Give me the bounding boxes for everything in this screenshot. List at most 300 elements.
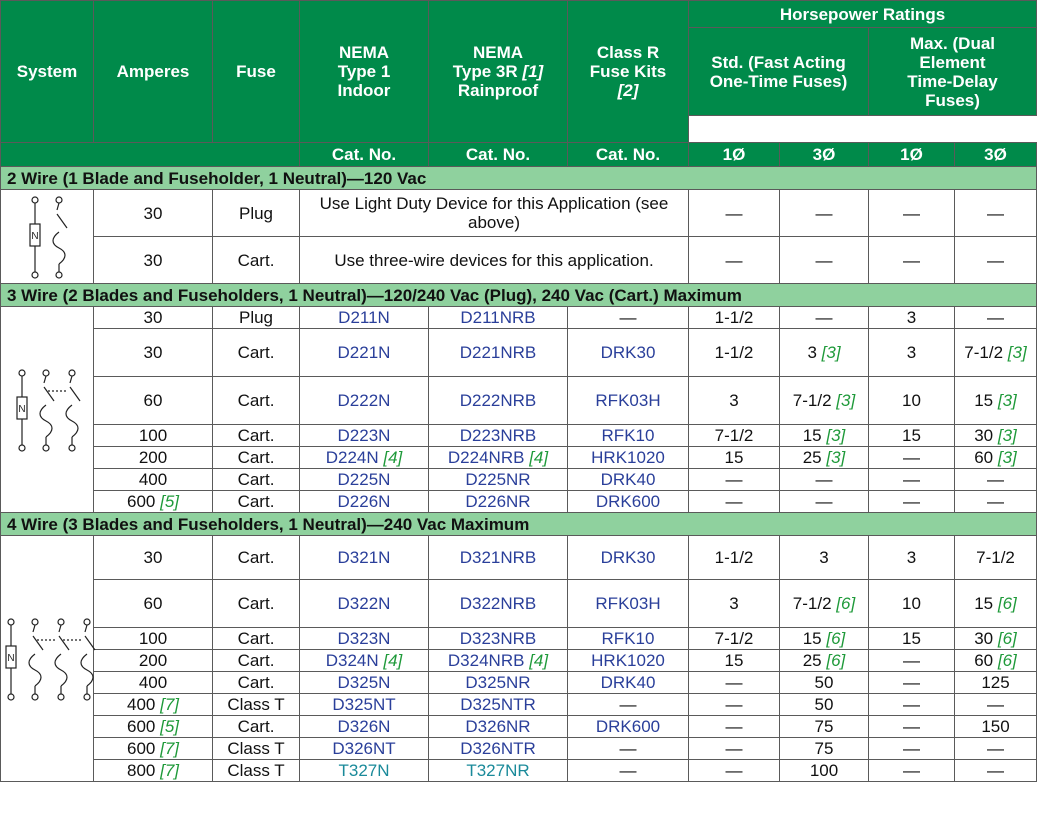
table-row	[1, 580, 1037, 628]
hp-max-1phase-value: —	[903, 250, 920, 270]
fuse-cell	[213, 377, 300, 425]
section-header-row	[1, 513, 1037, 536]
amperes-cell	[94, 580, 213, 628]
hp-std-3phase	[780, 628, 869, 650]
hp-max-3phase	[955, 536, 1037, 580]
amperes-cell-value: 30	[143, 308, 163, 327]
fuse-cell-value: Cart.	[237, 470, 275, 489]
amperes-cell	[94, 447, 213, 469]
hp-max-3phase-value: —	[987, 308, 1004, 327]
catalog-type3r-cell-value: D321NRB	[459, 548, 537, 567]
hp-max-1phase	[869, 469, 955, 491]
fuse-cell-value: Class T	[227, 761, 285, 780]
table-row	[1, 329, 1037, 377]
footnote-ref: [3]	[821, 343, 841, 362]
hp-std-3phase-value: 7-1/2	[792, 391, 832, 410]
catalog-type3r-cell	[429, 716, 568, 738]
footnote-ref: [4]	[529, 448, 549, 467]
catalog-type1-cell	[300, 760, 429, 782]
system-diagram-cell	[1, 307, 94, 513]
hp-max-3phase-value: —	[987, 739, 1004, 758]
fuse-cell	[213, 536, 300, 580]
catalog-type3r-cell-value: D221NRB	[459, 343, 537, 362]
header-std-line1: Std. (Fast Acting	[711, 52, 846, 72]
hp-std-1phase-value: —	[725, 717, 743, 736]
table-row	[1, 672, 1037, 694]
header-max-line2: Element	[919, 52, 986, 72]
footnote-ref: [3]	[826, 426, 846, 445]
hp-std-3phase	[780, 672, 869, 694]
hp-max-3phase-value: 15	[974, 594, 994, 613]
fuse-kit-cell	[568, 694, 689, 716]
hp-max-1phase-value: —	[903, 470, 920, 489]
fuse-kit-cell-value: RFK03H	[595, 594, 661, 613]
catalog-type1-cell	[300, 650, 429, 672]
hp-std-3phase	[780, 425, 869, 447]
fuse-cell-value: Cart.	[237, 426, 275, 445]
footnote-ref: [6]	[836, 594, 856, 613]
fuse-kit-cell-value: RFK10	[601, 426, 655, 445]
hp-std-3phase	[780, 329, 869, 377]
hp-std-3phase	[780, 694, 869, 716]
catalog-type1-cell	[300, 307, 429, 329]
hp-std-1phase	[689, 628, 780, 650]
amperes-cell	[94, 760, 213, 782]
footnote-ref: [7]	[160, 695, 179, 714]
hp-max-3phase-value: 15	[974, 391, 994, 410]
fuse-cell-value: Cart.	[237, 717, 275, 736]
hp-max-3phase-value: 30	[974, 629, 994, 648]
fuse-kit-cell	[568, 491, 689, 513]
footnote-ref: [7]	[160, 761, 179, 780]
footnote-ref: [6]	[997, 629, 1017, 648]
hp-max-1phase-value: 15	[902, 629, 921, 648]
catalog-type1-cell-value: D221N	[337, 343, 391, 362]
hp-max-3phase	[955, 425, 1037, 447]
fuse-kit-cell-value: DRK600	[595, 492, 661, 511]
header-nema-type3r	[429, 1, 568, 143]
catalog-type3r-cell	[429, 580, 568, 628]
hp-std-1phase-value: 3	[729, 594, 739, 613]
hp-std-1phase	[689, 447, 780, 469]
section-title: 2 Wire (1 Blade and Fuseholder, 1 Neutral)—120 Vac	[1, 167, 1037, 190]
fuse-kit-cell	[568, 425, 689, 447]
header-hp-ratings: Horsepower Ratings	[689, 1, 1037, 28]
header-nema-type3r-line3: Rainproof	[457, 81, 539, 100]
4-wire-diagram	[1, 614, 97, 704]
hp-max-1phase-value: 10	[902, 391, 921, 410]
catalog-type3r-cell-value: D224NRB	[447, 448, 525, 467]
fuse-cell-value: Cart.	[237, 492, 275, 511]
table-row	[1, 694, 1037, 716]
section-title: 4 Wire (3 Blades and Fuseholders, 1 Neutral)—240 Vac Maximum	[1, 513, 1037, 536]
catalog-type1-cell	[300, 491, 429, 513]
fuse-cell-value: Plug	[238, 203, 274, 223]
hp-std-3phase	[780, 716, 869, 738]
catalog-type1-cell-value: D222N	[337, 391, 391, 410]
hp-max-1phase	[869, 447, 955, 469]
hp-std-1phase	[689, 425, 780, 447]
table-row	[1, 536, 1037, 580]
hp-std-3phase-value: 75	[814, 717, 834, 736]
amperes-cell-value: 400	[138, 470, 168, 489]
hp-max-3phase-value: —	[987, 695, 1004, 714]
fuse-kit-cell-value: DRK40	[600, 470, 656, 489]
catalog-type1-cell	[300, 377, 429, 425]
footnote-ref: [5]	[160, 717, 179, 736]
hp-max-1phase	[869, 694, 955, 716]
fuse-cell-value: Cart.	[237, 651, 275, 670]
hp-max-1phase	[869, 628, 955, 650]
catalog-type1-cell-value: D325NT	[332, 695, 396, 714]
amperes-cell-value: 30	[143, 548, 163, 567]
hp-max-3phase-value: —	[987, 761, 1004, 780]
table-row	[1, 760, 1037, 782]
catalog-type1-cell	[300, 329, 429, 377]
hp-max-3phase	[955, 738, 1037, 760]
fuse-cell-value: Cart.	[237, 629, 275, 648]
fuse-kit-cell	[568, 469, 689, 491]
catalog-type1-cell-value: D226N	[337, 492, 391, 511]
catalog-type1-cell	[300, 672, 429, 694]
fuse-cell	[213, 469, 300, 491]
hp-std-3phase-value: 3	[807, 343, 817, 362]
hp-std-1phase	[689, 760, 780, 782]
catalog-type3r-cell	[429, 329, 568, 377]
catalog-type3r-cell	[429, 650, 568, 672]
system-diagram-cell	[1, 190, 94, 284]
table-row	[1, 628, 1037, 650]
footnote-ref: [4]	[529, 651, 549, 670]
section-title: 3 Wire (2 Blades and Fuseholders, 1 Neutral)—120/240 Vac (Plug), 240 Vac (Cart.) Maximum	[1, 284, 1037, 307]
fuse-kit-cell-value: RFK03H	[595, 391, 661, 410]
amperes-cell-value: 200	[138, 651, 168, 670]
catalog-type1-cell	[300, 536, 429, 580]
amperes-cell-value: 30	[143, 343, 163, 362]
fuse-kit-cell-value: HRK1020	[591, 651, 665, 670]
hp-std-3phase	[780, 469, 869, 491]
hp-max-3phase-value: —	[987, 470, 1004, 489]
header-fuse: Fuse	[213, 1, 300, 143]
catalog-type1-cell-value: D322N	[337, 594, 391, 613]
fuse-cell	[213, 628, 300, 650]
hp-max-3phase	[955, 329, 1037, 377]
fuse-cell-value: Class T	[227, 695, 285, 714]
hp-max-1phase	[869, 425, 955, 447]
header-max-1phase: 1Ø	[869, 143, 955, 167]
hp-max-3phase-value: 30	[974, 426, 994, 445]
fuse-cell	[213, 425, 300, 447]
hp-std-3phase	[780, 650, 869, 672]
fuse-kit-cell	[568, 580, 689, 628]
footnote-ref: [4]	[383, 448, 403, 467]
hp-max-1phase	[869, 760, 955, 782]
table-row	[1, 377, 1037, 425]
catalog-type3r-cell	[429, 628, 568, 650]
amperes-cell	[94, 628, 213, 650]
hp-max-3phase	[955, 190, 1037, 237]
hp-std-3phase	[780, 377, 869, 425]
amperes-cell	[94, 716, 213, 738]
hp-std-3phase	[780, 190, 869, 237]
hp-max-1phase-value: 10	[902, 594, 921, 613]
hp-max-1phase	[869, 307, 955, 329]
fuse-kit-cell	[568, 738, 689, 760]
header-cat-no-kits: Cat. No.	[568, 143, 689, 167]
hp-std-3phase	[780, 447, 869, 469]
fuse-cell-value: Cart.	[237, 594, 275, 613]
hp-max-1phase-value: —	[903, 717, 920, 736]
fuse-kit-cell-value: —	[619, 695, 637, 714]
hp-max-1phase	[869, 329, 955, 377]
header-nema-type1-line3: Indoor	[337, 81, 391, 100]
table-body	[1, 167, 1037, 782]
hp-max-1phase	[869, 237, 955, 284]
hp-max-3phase-value: —	[987, 203, 1004, 223]
amperes-cell-value: 800	[126, 761, 156, 780]
footnote-ref: [4]	[383, 651, 403, 670]
hp-max-1phase	[869, 672, 955, 694]
hp-std-1phase	[689, 650, 780, 672]
hp-max-3phase-value: 7-1/2	[976, 548, 1015, 567]
catalog-type3r-cell-value: D326NR	[465, 717, 531, 736]
header-class-r-line2: Fuse Kits	[589, 62, 667, 81]
catalog-type1-cell	[300, 738, 429, 760]
amperes-cell-value: 600	[126, 717, 156, 736]
catalog-type1-cell	[300, 447, 429, 469]
fuse-cell	[213, 672, 300, 694]
table-row	[1, 425, 1037, 447]
catalog-type3r-cell-value: D326NTR	[460, 739, 536, 758]
fuse-kit-cell-value: RFK10	[601, 629, 655, 648]
hp-max-3phase-value: 150	[981, 717, 1010, 736]
hp-max-3phase	[955, 580, 1037, 628]
catalog-type3r-cell-value: D323NRB	[459, 629, 537, 648]
header-std-3phase: 3Ø	[780, 143, 869, 167]
hp-std-3phase-value: 25	[802, 651, 822, 670]
fuse-kit-cell-value: DRK600	[595, 717, 661, 736]
hp-std-1phase-value: —	[725, 470, 743, 489]
catalog-type3r-cell	[429, 491, 568, 513]
hp-std-3phase-value: —	[815, 250, 833, 270]
amperes-cell	[94, 738, 213, 760]
catalog-type1-cell	[300, 580, 429, 628]
hp-max-1phase	[869, 650, 955, 672]
hp-std-1phase-value: —	[725, 695, 743, 714]
catalog-type1-cell-value: D324N	[325, 651, 379, 670]
hp-max-1phase	[869, 491, 955, 513]
catalog-type3r-cell	[429, 425, 568, 447]
catalog-type1-cell	[300, 628, 429, 650]
header-max-dual-element	[869, 28, 1037, 116]
hp-std-3phase-value: 7-1/2	[792, 594, 832, 613]
amperes-cell	[94, 329, 213, 377]
hp-max-3phase-value: —	[987, 492, 1004, 511]
hp-std-1phase-value: 1-1/2	[714, 548, 754, 567]
header-std-line2: One-Time Fuses)	[709, 71, 848, 91]
amperes-cell-value: 60	[143, 594, 163, 613]
header-max-line4: Fuses)	[925, 90, 980, 110]
amperes-cell-value: 30	[143, 203, 163, 223]
catalog-type3r-cell	[429, 672, 568, 694]
hp-max-1phase	[869, 190, 955, 237]
hp-std-3phase	[780, 760, 869, 782]
footnote-ref: [3]	[997, 391, 1017, 410]
footnote-ref: [5]	[160, 492, 179, 511]
fuse-cell	[213, 329, 300, 377]
fuse-kit-cell	[568, 650, 689, 672]
hp-max-3phase	[955, 694, 1037, 716]
catalog-type3r-cell	[429, 738, 568, 760]
amperes-cell	[94, 377, 213, 425]
fuse-kit-cell-value: —	[619, 308, 637, 327]
hp-max-3phase	[955, 469, 1037, 491]
footnote-ref: [3]	[997, 426, 1017, 445]
hp-std-1phase	[689, 329, 780, 377]
footnote-ref: [6]	[826, 629, 846, 648]
amperes-cell	[94, 672, 213, 694]
amperes-cell	[94, 307, 213, 329]
hp-std-1phase	[689, 307, 780, 329]
footnote-ref: [6]	[997, 651, 1017, 670]
footnote-ref: [3]	[826, 448, 846, 467]
fuse-kit-cell	[568, 760, 689, 782]
fuse-kit-cell-value: HRK1020	[591, 448, 665, 467]
amperes-cell	[94, 425, 213, 447]
footnote-ref: [6]	[826, 651, 846, 670]
fuse-cell-value: Plug	[238, 308, 274, 327]
hp-max-1phase-value: 3	[906, 548, 917, 567]
fuse-cell-value: Cart.	[237, 548, 275, 567]
table-row	[1, 190, 1037, 237]
hp-std-1phase-value: —	[725, 739, 743, 758]
fuse-kit-cell-value: DRK30	[600, 548, 656, 567]
hp-max-3phase	[955, 628, 1037, 650]
hp-max-1phase-value: 15	[902, 426, 921, 445]
header-spacer	[1, 143, 300, 167]
catalog-type3r-cell	[429, 307, 568, 329]
fuse-cell	[213, 491, 300, 513]
header-max-line3: Time-Delay	[907, 71, 998, 91]
note-cell: Use three-wire devices for this application.	[300, 237, 689, 284]
hp-std-3phase	[780, 307, 869, 329]
header-system: System	[1, 1, 94, 143]
hp-std-1phase	[689, 469, 780, 491]
hp-std-1phase	[689, 377, 780, 425]
footnote-ref: [3]	[836, 391, 856, 410]
fuse-cell	[213, 237, 300, 284]
amperes-cell	[94, 469, 213, 491]
hp-std-3phase-value: 15	[802, 426, 822, 445]
hp-max-3phase-value: 60	[974, 651, 994, 670]
hp-std-3phase-value: —	[815, 470, 833, 489]
hp-std-1phase-value: 15	[724, 651, 744, 670]
fuse-cell	[213, 447, 300, 469]
hp-max-1phase-value: —	[903, 695, 920, 714]
fuse-cell-value: Class T	[227, 739, 285, 758]
hp-std-3phase-value: —	[815, 492, 833, 511]
catalog-type1-cell-value: D326NT	[332, 739, 396, 758]
amperes-cell	[94, 536, 213, 580]
hp-max-1phase	[869, 580, 955, 628]
hp-std-1phase-value: —	[725, 492, 743, 511]
hp-std-3phase-value: —	[815, 308, 833, 327]
catalog-type1-cell	[300, 694, 429, 716]
table-row	[1, 447, 1037, 469]
header-cat-no-type3r: Cat. No.	[429, 143, 568, 167]
hp-max-3phase	[955, 760, 1037, 782]
hp-max-1phase-value: —	[903, 448, 920, 467]
hp-max-3phase	[955, 377, 1037, 425]
fuse-cell	[213, 307, 300, 329]
hp-std-1phase	[689, 694, 780, 716]
amperes-cell-value: 400	[126, 695, 156, 714]
hp-max-3phase	[955, 307, 1037, 329]
catalog-type3r-cell	[429, 694, 568, 716]
fuse-kit-cell	[568, 447, 689, 469]
catalog-type1-cell-value: D325N	[337, 673, 391, 692]
hp-max-3phase	[955, 672, 1037, 694]
catalog-type1-cell-value: D223N	[337, 426, 391, 445]
hp-max-3phase	[955, 491, 1037, 513]
hp-max-3phase-value: —	[987, 250, 1004, 270]
hp-max-1phase	[869, 716, 955, 738]
amperes-cell	[94, 694, 213, 716]
hp-max-3phase	[955, 650, 1037, 672]
2-wire-diagram	[25, 192, 69, 282]
table-row	[1, 738, 1037, 760]
fuse-kit-cell	[568, 628, 689, 650]
catalog-type1-cell-value: D323N	[337, 629, 391, 648]
hp-max-1phase	[869, 536, 955, 580]
catalog-type1-cell-value: D211N	[338, 308, 390, 327]
header-class-r-line1: Class R	[596, 43, 660, 62]
table-row	[1, 307, 1037, 329]
hp-max-3phase-value: 60	[974, 448, 994, 467]
hp-std-3phase	[780, 491, 869, 513]
catalog-type1-cell-value: D321N	[337, 548, 391, 567]
hp-max-1phase-value: —	[903, 673, 920, 692]
hp-std-1phase-value: 1-1/2	[714, 343, 754, 362]
amperes-cell-value: 100	[138, 629, 168, 648]
amperes-cell	[94, 190, 213, 237]
fuse-cell	[213, 580, 300, 628]
header-nema-type3r-line1: NEMA	[472, 43, 524, 62]
hp-std-3phase-value: 75	[814, 739, 834, 758]
hp-std-3phase-value: 100	[809, 761, 839, 780]
hp-max-3phase-value: 7-1/2	[964, 343, 1004, 362]
fuse-kit-cell	[568, 716, 689, 738]
amperes-cell-value: 100	[138, 426, 168, 445]
amperes-cell-value: 400	[138, 673, 168, 692]
section-header-row	[1, 167, 1037, 190]
hp-std-1phase-value: 7-1/2	[714, 426, 754, 445]
hp-std-3phase-value: 25	[802, 448, 822, 467]
fuse-cell-value: Cart.	[237, 391, 275, 410]
hp-max-1phase-value: 3	[906, 343, 917, 362]
fuse-kit-cell-value: DRK40	[600, 673, 656, 692]
catalog-type3r-cell-value: D324NRB	[447, 651, 525, 670]
hp-std-1phase	[689, 580, 780, 628]
table-row	[1, 650, 1037, 672]
table-row	[1, 469, 1037, 491]
catalog-type3r-cell	[429, 536, 568, 580]
hp-std-3phase-value: 3	[819, 548, 829, 567]
amperes-cell	[94, 491, 213, 513]
fuse-kit-cell	[568, 377, 689, 425]
hp-std-1phase-value: —	[725, 203, 743, 223]
fuse-kit-cell-value: DRK30	[600, 343, 656, 362]
